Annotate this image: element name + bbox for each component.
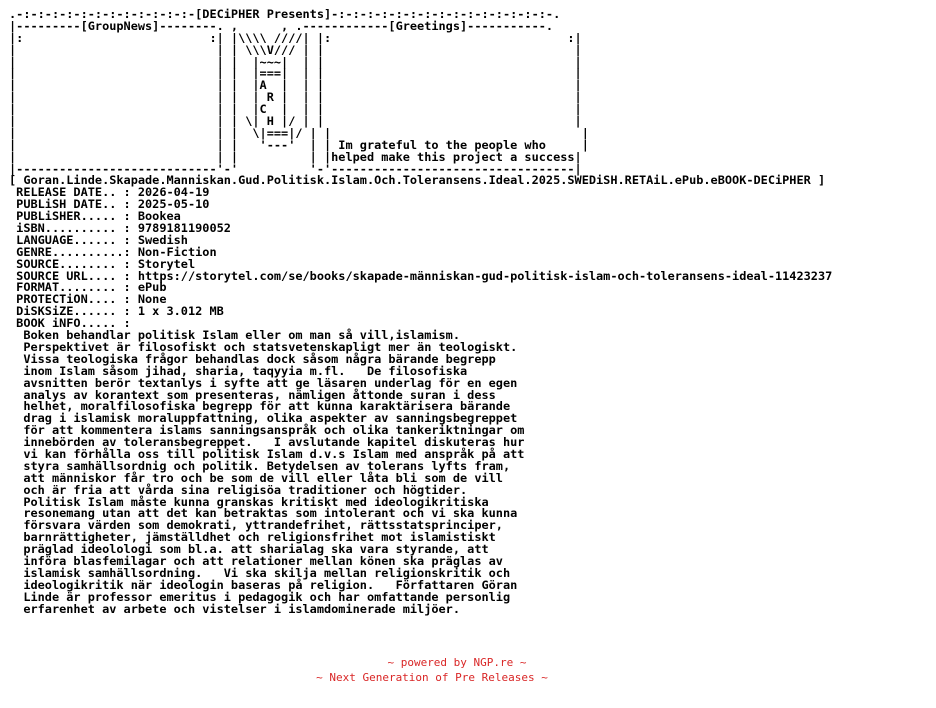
nfo-line: Vissa teologiska frågor behandlas dock såsom några bärande begrepp [9,351,496,366]
nfo-line: PUBLiSHER..... : Bookea [9,209,181,224]
nfo-line: LANGUAGE...... : Swedish [9,232,188,247]
nfo-line: | | | |~~~| | | | [9,54,582,69]
nfo-line: innebörden av toleransbegreppet. I avslutande kapitel diskuteras hur [9,435,525,450]
nfo-line: islamisk samhällsordning. Vi ska skilja mellan religionskritik och [9,565,511,580]
nfo-line: | | | \\\V/// | | | [9,42,582,57]
nfo-line: | | | \| H |/ | | | [9,114,582,129]
nfo-line: Boken behandlar politisk Islam eller om man så vill,islamism. [9,328,461,343]
nfo-line: Politisk Islam måste kunna granskas kritiskt med ideologikritiska [9,494,489,509]
footer-powered-by: ~ powered by NGP.re ~ [387,656,527,669]
nfo-line: och är fria att vårda sina religisöa traditioner och högtider. [9,482,468,497]
nfo-line: Perspektivet är filosofiskt och statsvetenskapligt mer än teologiskt. [9,339,518,354]
nfo-line: .-:-:-:-:-:-:-:-:-:-:-:-:-[DECiPHER Presents]-:-:-:-:-:-:-:-:-:-:-:-:-:-:-:-. [9,7,561,21]
nfo-line: vi kan förhålla oss till politisk Islam d.v.s Islam med anspråk på att [9,446,525,461]
nfo-line: DiSKSiZE...... : 1 x 3.012 MB [9,304,224,319]
nfo-line: | | | \|===|/ | | | [9,125,589,140]
nfo-line: | | | |C | | | | [9,102,582,117]
nfo-line: SOURCE URL.... : https://storytel.com/se/books/skapade-människan-gud-politisk-islam-och-toleransens-ideal-11423237 [9,268,833,283]
nfo-line: PROTECTiON.... : None [9,292,167,307]
nfo-line: FORMAT........ : ePub [9,280,167,295]
nfo-line: drag i islamisk moraluppfattning, olika aspekter av sanningsbegreppet [9,411,518,426]
nfo-line: inom Islam såsom jihad, sharia, taqyyia m.fl. De filosofiska [9,363,468,378]
nfo-line: iSBN.......... : 9789181190052 [9,221,231,236]
nfo-line: [ Goran.Linde.Skapade.Manniskan.Gud.Politisk.Islam.Och.Toleransens.Ideal.2025.SWEDiSH.RETAiL.ePub.eBOOK-DECiPHER ] [9,173,826,188]
nfo-line: | | | |A | | | | [9,78,582,93]
nfo-line: |: :| |\\\\ ////| |: :| [9,30,582,45]
nfo-line: |---------[GroupNews]--------. , , .------------[Greetings]-----------. [9,18,554,33]
nfo-line: Linde är professor emeritus i pedagogik och har omfattande personlig [9,589,511,604]
nfo-line: |----------------------------'-' '-'----------------------------------| [9,161,582,176]
nfo-line: | | | | |helped make this project a success| [9,149,582,164]
nfo-line: | | | |===| | | | [9,66,582,81]
nfo-line: RELEASE DATE.. : 2026-04-19 [9,185,210,200]
nfo-line: för att kommentera islams sanningsanspråk och olika tankeriktningar om [9,423,525,438]
nfo-line: SOURCE........ : Storytel [9,256,196,271]
footer-tagline: ~ Next Generation of Pre Releases ~ [316,671,548,684]
nfo-line: införa blasfemilagar och att relationer mellan könen ska präglas av [9,553,503,568]
nfo-line: | | | '---' | | Im grateful to the people who | [9,137,589,152]
nfo-line: försvara värden som demokrati, yttrandefrihet, rättsstatsprinciper, [9,518,503,533]
nfo-line: | | | | R | | | | [9,90,582,105]
nfo-line: avsnitten berör textanlys i syfte att ge läsaren underlag för en egen [9,375,518,390]
nfo-line: präglad ideolologi som bl.a. att sharialag ska vara styrande, att [9,542,489,557]
nfo-line: att människor får tro och be som de vill eller låta bli som de vill [9,470,503,485]
nfo-line: ideologikritik när ideologin baseras på religion. Författaren Göran [9,577,518,592]
nfo-line: BOOK iNFO..... : [9,316,131,331]
nfo-text-block [9,9,832,615]
nfo-line: analys av korantext som presenteras, nämligen åttonde suran i dess [9,387,496,402]
nfo-line: barnrättigheter, jämställdhet och religionsfrihet mot islamistiskt [9,530,496,545]
nfo-line: resonemang utan att det kan betraktas som intolerant och vi ska kunna [9,506,518,521]
nfo-line: PUBLiSH DATE.. : 2025-05-10 [9,197,210,212]
nfo-line: helhet, moralfilosofiska begrepp för att kunna karaktärisera bärande [9,399,511,414]
nfo-line: GENRE..........: Non-Fiction [9,244,217,259]
nfo-line: styra samhällsordnig och politik. Betydelsen av tolerans lyfts fram, [9,458,511,473]
nfo-line: erfarenhet av arbete och vistelser i islamdominerade miljöer. [9,601,461,616]
